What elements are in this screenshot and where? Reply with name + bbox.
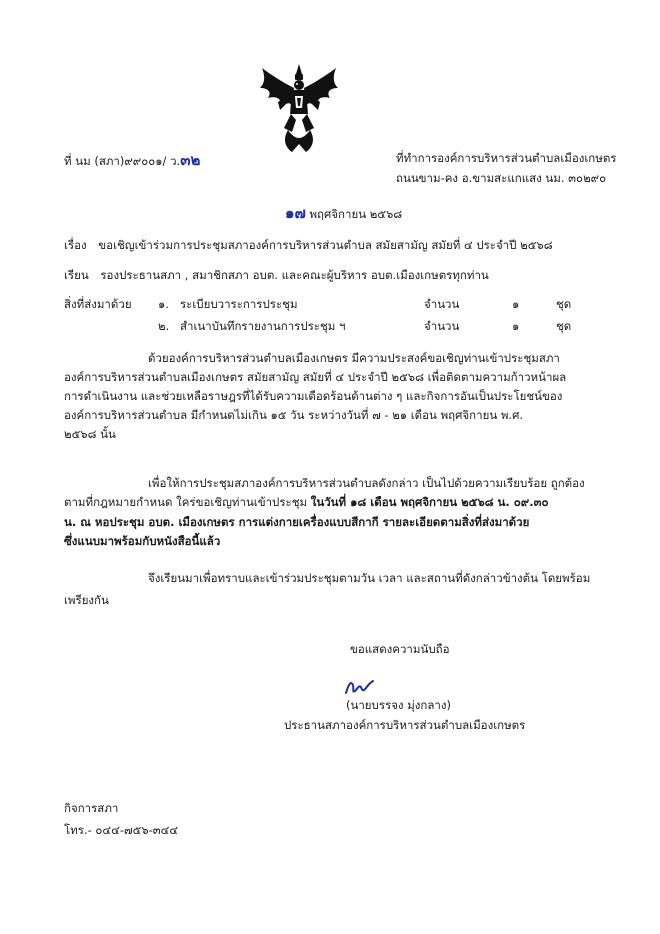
para2-line: เพื่อให้การประชุมสภาองค์การบริหารส่วนตำบลดังกล่าว เป็นไปด้วยความเรียบร้อย ถูกต้อง: [148, 476, 585, 490]
subject-line: [64, 237, 553, 255]
org-address: ถนนขาม-คง อ.ขามสะแกแสง นม. ๓๐๒๙๐: [396, 171, 607, 185]
document-number-handwritten: ๓๒: [180, 151, 201, 169]
para1-line: องค์การบริหารส่วนตำบล มีกำหนดไม่เกิน ๑๕ วัน ระหว่างวันที่ ๗ - ๒๑ เดือน พฤศจิกายน พ.ศ.: [64, 408, 524, 422]
subject-label: เรื่อง: [64, 238, 87, 252]
enclosure-name: สำเนาบันทึกรายงานการประชุม ฯ: [180, 319, 346, 333]
recipient-line: [64, 267, 489, 285]
para1-line: องค์การบริหารส่วนตำบลเมืองเกษตร สมัยสามัญ สมัยที่ ๔ ประจำปี ๒๕๖๘ เพื่อติดตามความก้าวหน้าผล: [64, 370, 567, 384]
attachment-note: ซึ่งแนบมาพร้อมกับหนังสือนี้แล้ว: [64, 534, 221, 548]
signer-position: ประธานสภาองค์การบริหารส่วนตำบลเมืองเกษตร: [284, 718, 526, 732]
para2-plain-text: ตามที่กฎหมายกำหนด ใคร่ขอเชิญท่านเข้าประชุม: [64, 495, 311, 509]
signature: [343, 677, 377, 697]
para2-line: [64, 494, 548, 512]
date-day-handwritten: ๑๗: [285, 204, 306, 222]
document-date: [285, 201, 402, 225]
enclosure-qty: ๑: [512, 319, 520, 333]
meeting-venue-dress: น. ณ หอประชุม อบต. เมืองเกษตร การแต่งกายเครื่องแบบสีกากี รายละเอียดตามสิ่งที่ส่งมาด้วย: [64, 515, 530, 529]
footer-department: กิจการสภา: [64, 801, 119, 815]
para3-line: เพรียงกัน: [64, 593, 109, 607]
closing-regards: ขอแสดงความนับถือ: [350, 642, 450, 656]
para1-line: ๒๕๖๘ นั้น: [64, 427, 116, 441]
para3-line: จึงเรียนมาเพื่อทราบและเข้าร่วมประชุมตามวัน เวลา และสถานที่ดังกล่าวข้างต้น โดยพร้อม: [148, 571, 591, 585]
meeting-datetime: ในวันที่ ๑๘ เดือน พฤศจิกายน ๒๕๖๘ น. ๐๙.๓๐: [310, 495, 549, 509]
enclosure-number: ๒.: [158, 319, 170, 333]
document-number: [64, 148, 200, 172]
signer-name: (นายบรรจง มุ่งกลาง): [346, 698, 451, 712]
date-month-year: พฤศจิกายน ๒๕๖๘: [309, 207, 403, 221]
subject-text: ขอเชิญเข้าร่วมการประชุมสภาองค์การบริหารส่วนตำบล สมัยสามัญ สมัยที่ ๔ ประจำปี ๒๕๖๘: [98, 238, 553, 252]
enclosure-unit: ชุด: [556, 319, 572, 333]
garuda-emblem: [258, 62, 340, 154]
enclosure-name: ระเบียบวาระการประชุม: [180, 297, 298, 311]
para1-line: การดำเนินงาน และช่วยเหลือราษฎรที่ได้รับความเดือดร้อนด้านต่าง ๆ และกิจการอันเป็นประโยชน์ของ: [64, 389, 563, 403]
recipient-label: เรียน: [64, 268, 89, 282]
enclosure-qty: ๑: [512, 297, 520, 311]
para1-line: ด้วยองค์การบริหารส่วนตำบลเมืองเกษตร มีความประสงค์ขอเชิญท่านเข้าประชุมสภา: [148, 351, 560, 365]
enclosure-qty-label: จำนวน: [424, 319, 460, 333]
footer-phone: โทร.- ๐๔๔-๗๕๖-๓๔๔: [64, 823, 179, 837]
document-number-prefix: ที่ นม (สภา)๙๙๐๐๑/ ว.: [64, 154, 181, 168]
org-office: ที่ทำการองค์การบริหารส่วนตำบลเมืองเกษตร: [396, 151, 617, 165]
enclosure-qty-label: จำนวน: [424, 297, 460, 311]
recipient-text: รองประธานสภา , สมาชิกสภา อบต. และคณะผู้บริหาร อบต.เมืองเกษตรทุกท่าน: [100, 268, 489, 282]
enclosures-label: สิ่งที่ส่งมาด้วย: [64, 297, 132, 311]
enclosure-number: ๑.: [158, 297, 169, 311]
enclosure-unit: ชุด: [556, 297, 572, 311]
